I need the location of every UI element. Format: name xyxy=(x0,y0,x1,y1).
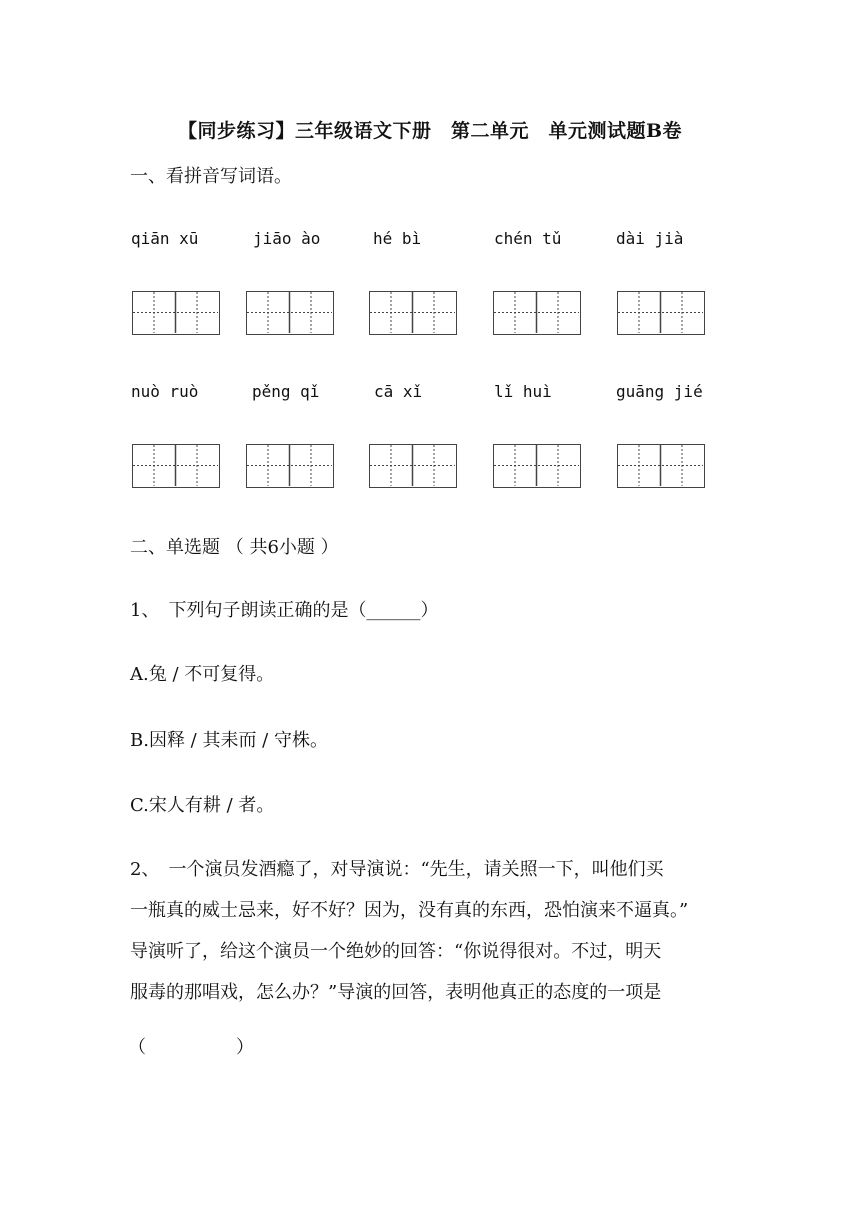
writing-grid[interactable] xyxy=(369,291,457,335)
pinyin-5: dài jià xyxy=(616,229,684,248)
writing-grid[interactable] xyxy=(369,444,457,488)
pinyin-2: jiāo ào xyxy=(253,229,321,248)
writing-grid[interactable] xyxy=(246,444,334,488)
pinyin-8: cā xǐ xyxy=(374,382,423,401)
writing-grid[interactable] xyxy=(617,291,705,335)
pinyin-1: qiān xū xyxy=(131,229,199,248)
option-a[interactable]: A.兔 / 不可复得。 xyxy=(130,664,275,685)
question-2-line-2: 一瓶真的威士忌来，好不好？因为，没有真的东西，恐怕演来不逼真。” xyxy=(130,900,689,921)
doc-title: 【同步练习】三年级语文下册 第二单元 单元测试题B卷 xyxy=(177,120,683,142)
option-c[interactable]: C.宋人有耕 / 者。 xyxy=(130,795,275,816)
pinyin-3: hé bì xyxy=(373,229,422,248)
pinyin-4: chén tǔ xyxy=(494,229,562,248)
writing-grid[interactable] xyxy=(617,444,705,488)
section-1-heading: 一、看拼音写词语。 xyxy=(130,166,292,187)
pinyin-6: nuò ruò xyxy=(131,382,199,401)
writing-grid[interactable] xyxy=(246,291,334,335)
question-1-stem: 1、 下列句子朗读正确的是（______） xyxy=(130,600,439,621)
question-2-line-3: 导演听了，给这个演员一个绝妙的回答：“你说得很对。不过，明天 xyxy=(130,941,662,962)
section-2-heading: 二、单选题 （ 共6小题 ） xyxy=(130,537,339,558)
pinyin-9: lǐ huì xyxy=(494,382,552,401)
writing-grid[interactable] xyxy=(132,444,220,488)
writing-grid[interactable] xyxy=(493,291,581,335)
writing-grid[interactable] xyxy=(132,291,220,335)
writing-grid[interactable] xyxy=(493,444,581,488)
question-2-line-4: 服毒的那唱戏，怎么办？”导演的回答，表明他真正的态度的一项是 xyxy=(130,982,662,1003)
answer-blank[interactable]: （ ） xyxy=(128,1037,254,1058)
pinyin-10: guāng jié xyxy=(616,382,703,401)
question-2-line-1: 2、 一个演员发酒瘾了，对导演说：“先生，请关照一下，叫他们买 xyxy=(130,859,664,880)
option-b[interactable]: B.因释 / 其耒而 / 守株。 xyxy=(130,730,328,751)
pinyin-7: pěng qǐ xyxy=(252,382,320,401)
